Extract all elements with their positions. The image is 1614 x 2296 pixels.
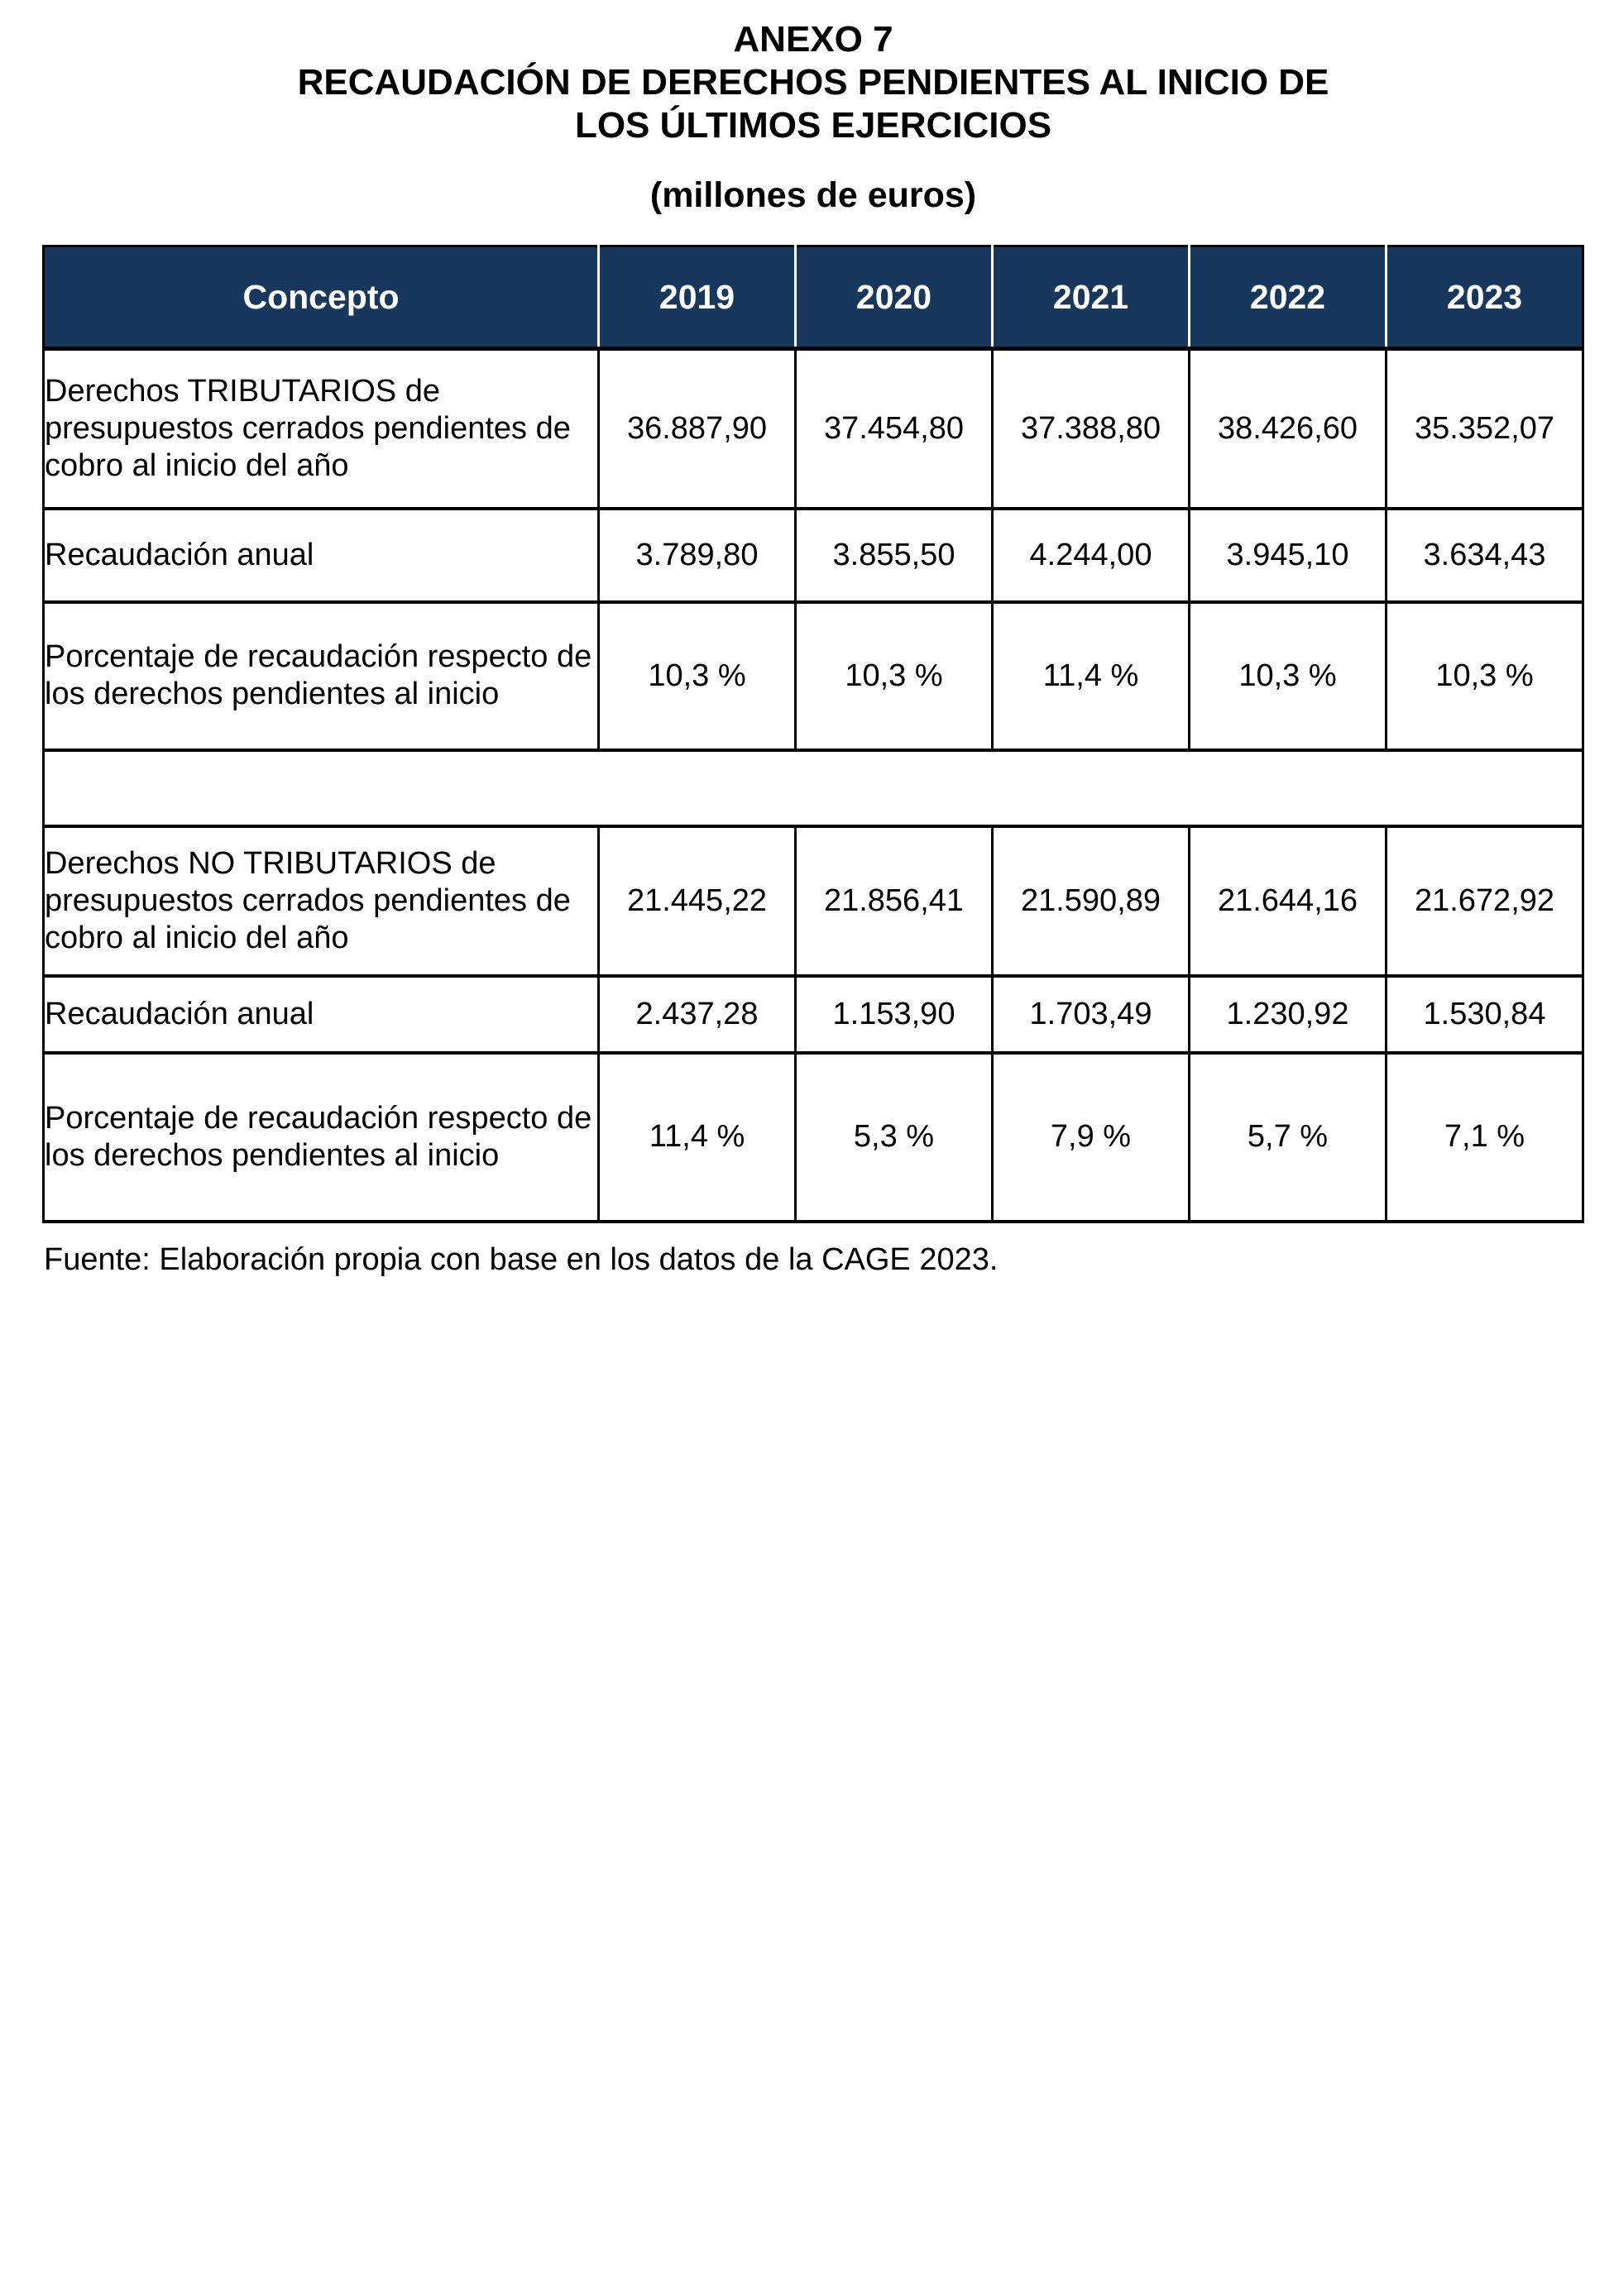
- value-cell: 3.855,50: [796, 509, 993, 602]
- spacer-cell: [44, 750, 1583, 826]
- column-header-2023: 2023: [1387, 246, 1583, 349]
- table-row-recaudacion-anual-2: [44, 976, 1583, 1053]
- value-cell: 10,3 %: [1190, 602, 1387, 750]
- value-cell: 37.388,80: [993, 349, 1190, 509]
- concepto-cell: Recaudación anual: [44, 976, 599, 1053]
- value-cell: 21.445,22: [599, 826, 796, 976]
- value-cell: 37.454,80: [796, 349, 993, 509]
- table-row-porcentaje-1: [44, 602, 1583, 750]
- value-cell: 38.426,60: [1190, 349, 1387, 509]
- table-row-tributarios: [44, 349, 1583, 509]
- column-header-2019: 2019: [599, 246, 796, 349]
- annex-7-table: [42, 245, 1584, 1223]
- concepto-cell: Porcentaje de recaudación respecto de los derechos pendientes al inicio: [44, 1053, 599, 1222]
- column-header-concepto: Concepto: [44, 246, 599, 349]
- value-cell: 2.437,28: [599, 976, 796, 1053]
- value-cell: 7,1 %: [1387, 1053, 1583, 1222]
- column-header-2020: 2020: [796, 246, 993, 349]
- column-header-2022: 2022: [1190, 246, 1387, 349]
- value-cell: 21.672,92: [1387, 826, 1583, 976]
- value-cell: 11,4 %: [993, 602, 1190, 750]
- value-cell: 11,4 %: [599, 1053, 796, 1222]
- value-cell: 36.887,90: [599, 349, 796, 509]
- value-cell: 21.644,16: [1190, 826, 1387, 976]
- value-cell: 3.789,80: [599, 509, 796, 602]
- value-cell: 1.153,90: [796, 976, 993, 1053]
- value-cell: 35.352,07: [1387, 349, 1583, 509]
- value-cell: 1.530,84: [1387, 976, 1583, 1053]
- title-block: [42, 0, 1584, 217]
- value-cell: 7,9 %: [993, 1053, 1190, 1222]
- table-header-row: [44, 246, 1583, 349]
- spacer-row: [44, 750, 1583, 826]
- page-title-line-1: ANEXO 7: [733, 19, 893, 60]
- value-cell: 21.856,41: [796, 826, 993, 976]
- value-cell: 1.230,92: [1190, 976, 1387, 1053]
- concepto-cell: Derechos NO TRIBUTARIOS de presupuestos cerrados pendientes de cobro al inicio del año: [44, 826, 599, 976]
- concepto-cell: Derechos TRIBUTARIOS de presupuestos cerrados pendientes de cobro al inicio del año: [44, 349, 599, 509]
- page-subtitle: (millones de euros): [649, 175, 977, 215]
- page-title-line-2: RECAUDACIÓN DE DERECHOS PENDIENTES AL INICIO DE: [297, 62, 1329, 103]
- value-cell: 10,3 %: [599, 602, 796, 750]
- table-row-no-tributarios: [44, 826, 1583, 976]
- value-cell: 21.590,89: [993, 826, 1190, 976]
- concepto-cell: Porcentaje de recaudación respecto de los derechos pendientes al inicio: [44, 602, 599, 750]
- value-cell: 10,3 %: [796, 602, 993, 750]
- column-header-2021: 2021: [993, 246, 1190, 349]
- value-cell: 3.634,43: [1387, 509, 1583, 602]
- value-cell: 3.945,10: [1190, 509, 1387, 602]
- source-note: Fuente: Elaboración propia con base en los datos de la CAGE 2023.: [44, 1241, 999, 1277]
- value-cell: 10,3 %: [1387, 602, 1583, 750]
- page-title-line-3: LOS ÚLTIMOS EJERCICIOS: [574, 105, 1052, 146]
- table-row-porcentaje-2: [44, 1053, 1583, 1222]
- value-cell: 5,3 %: [796, 1053, 993, 1222]
- table-row-recaudacion-anual-1: [44, 509, 1583, 602]
- value-cell: 4.244,00: [993, 509, 1190, 602]
- concepto-cell: Recaudación anual: [44, 509, 599, 602]
- value-cell: 1.703,49: [993, 976, 1190, 1053]
- value-cell: 5,7 %: [1190, 1053, 1387, 1222]
